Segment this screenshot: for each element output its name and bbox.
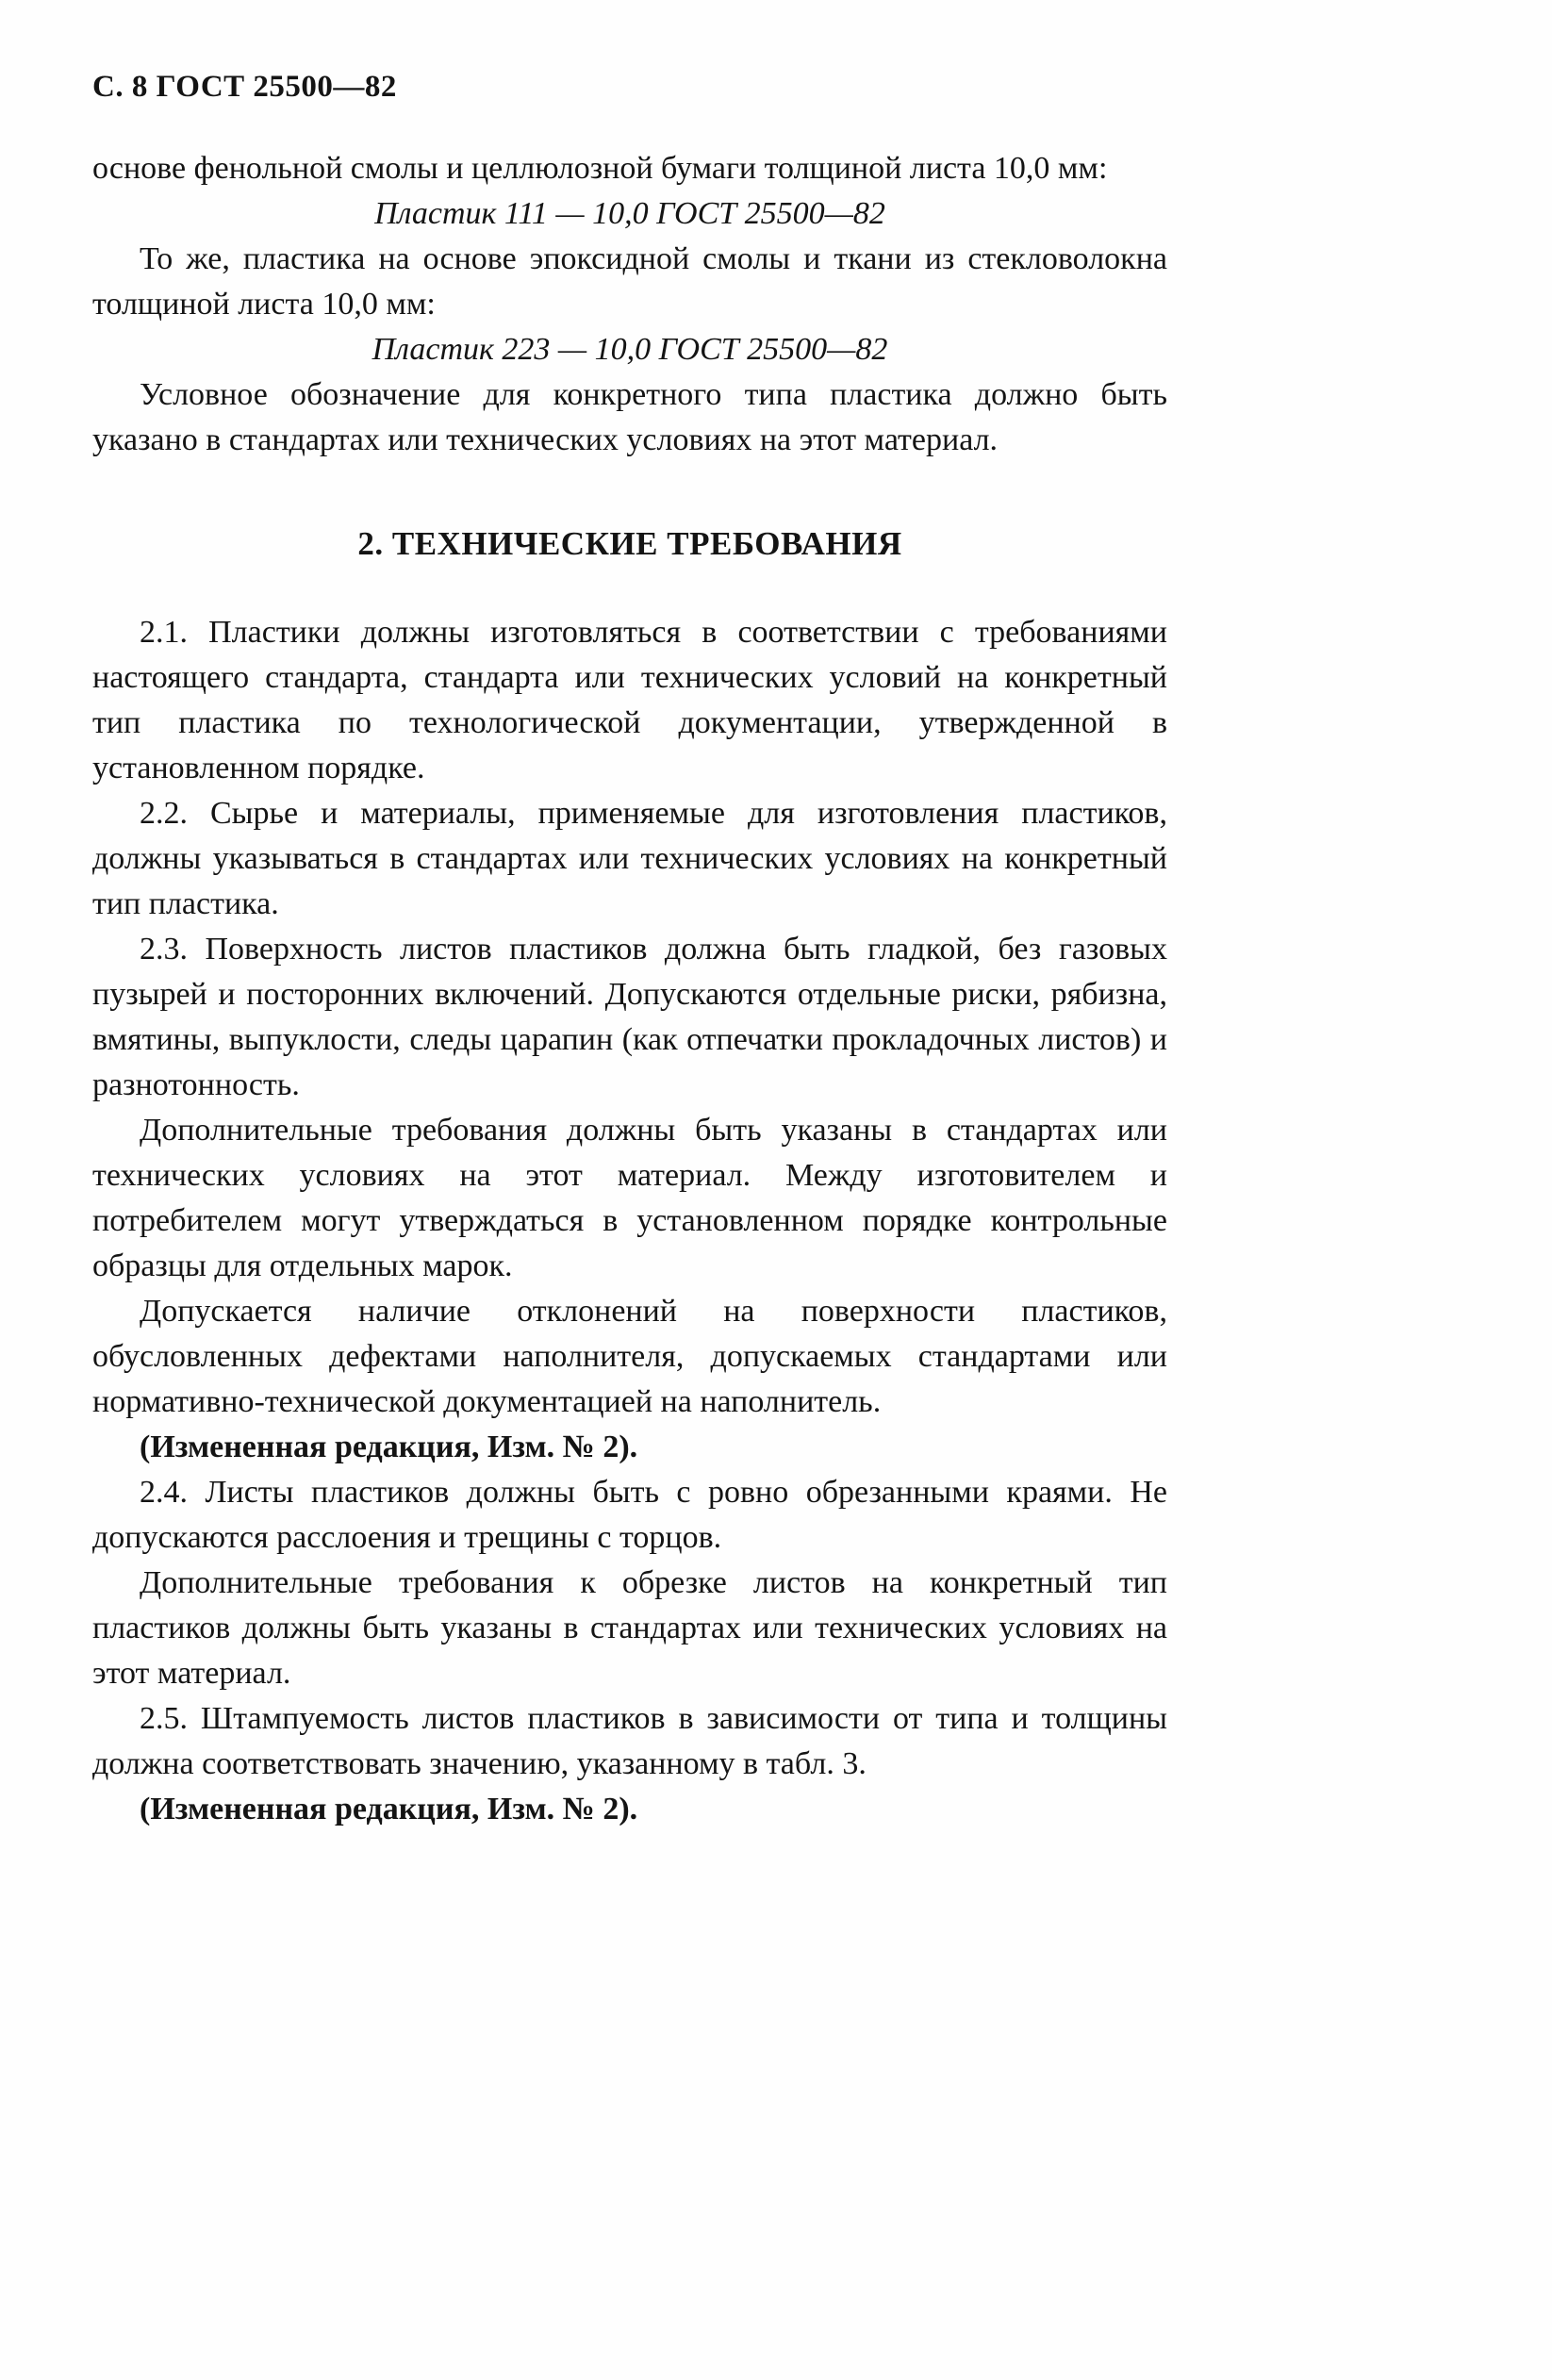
- clause-2-4: 2.4. Листы пластиков должны быть с ровно обрезанными краями. Не допускаются расслоения и трещины с торцов.: [92, 1475, 1167, 1555]
- clause-2-2: 2.2. Сырье и материалы, применяемые для изготовления пластиков, должны указываться в стандартах или технических условиях на конкретный тип пластика.: [92, 796, 1167, 921]
- paragraph-same-note: То же, пластика на основе эпоксидной смолы и ткани из стекловолокна толщиной листа 10,0 мм:: [92, 241, 1167, 322]
- document-body: [92, 146, 1167, 1832]
- clause-2-5: 2.5. Штампуемость листов пластиков в зависимости от типа и толщины должна соответствовать значению, указанному в табл. 3.: [92, 1701, 1167, 1781]
- amendment-note-1: (Измененная редакция, Изм. № 2).: [140, 1430, 638, 1464]
- page-header: С. 8 ГОСТ 25500—82: [92, 70, 397, 104]
- designation-example-1: Пластик 111 — 10,0 ГОСТ 25500—82: [374, 196, 885, 231]
- clause-2-3-deviations: Допускается наличие отклонений на поверхности пластиков, обусловленных дефектами наполнителя, допускаемых стандартами или нормативно-технической документацией на наполнитель.: [92, 1294, 1167, 1419]
- amendment-note-2: (Измененная редакция, Изм. № 2).: [140, 1792, 638, 1826]
- paragraph-intro-continuation: основе фенольной смолы и целлюлозной бумаги толщиной листа 10,0 мм:: [92, 151, 1108, 186]
- paragraph-designation-rule: Условное обозначение для конкретного типа пластика должно быть указано в стандартах или технических условиях на этот материал.: [92, 377, 1167, 457]
- clause-2-3: 2.3. Поверхность листов пластиков должна быть гладкой, без газовых пузырей и посторонних включений. Допускаются отдельные риски, рябизна, вмятины, выпуклости, следы царапин (как отпечатки прокладочных листов) и разнотонность.: [92, 932, 1167, 1102]
- section-heading-technical-requirements: 2. ТЕХНИЧЕСКИЕ ТРЕБОВАНИЯ: [357, 525, 902, 562]
- clause-2-1: 2.1. Пластики должны изготовляться в соответствии с требованиями настоящего стандарта, стандарта или технических условий на конкретный тип пластика по технологической документации, утвержденной в установленном порядке.: [92, 615, 1167, 785]
- clause-2-4-additional-requirements: Дополнительные требования к обрезке листов на конкретный тип пластиков должны быть указаны в стандартах или технических условиях на этот материал.: [92, 1565, 1167, 1691]
- designation-example-2: Пластик 223 — 10,0 ГОСТ 25500—82: [371, 332, 888, 367]
- clause-2-3-additional-requirements: Дополнительные требования должны быть указаны в стандартах или технических условиях на этот материал. Между изготовителем и потребителем могут утверждаться в установленном порядке контрольные образцы для отдельных марок.: [92, 1113, 1167, 1283]
